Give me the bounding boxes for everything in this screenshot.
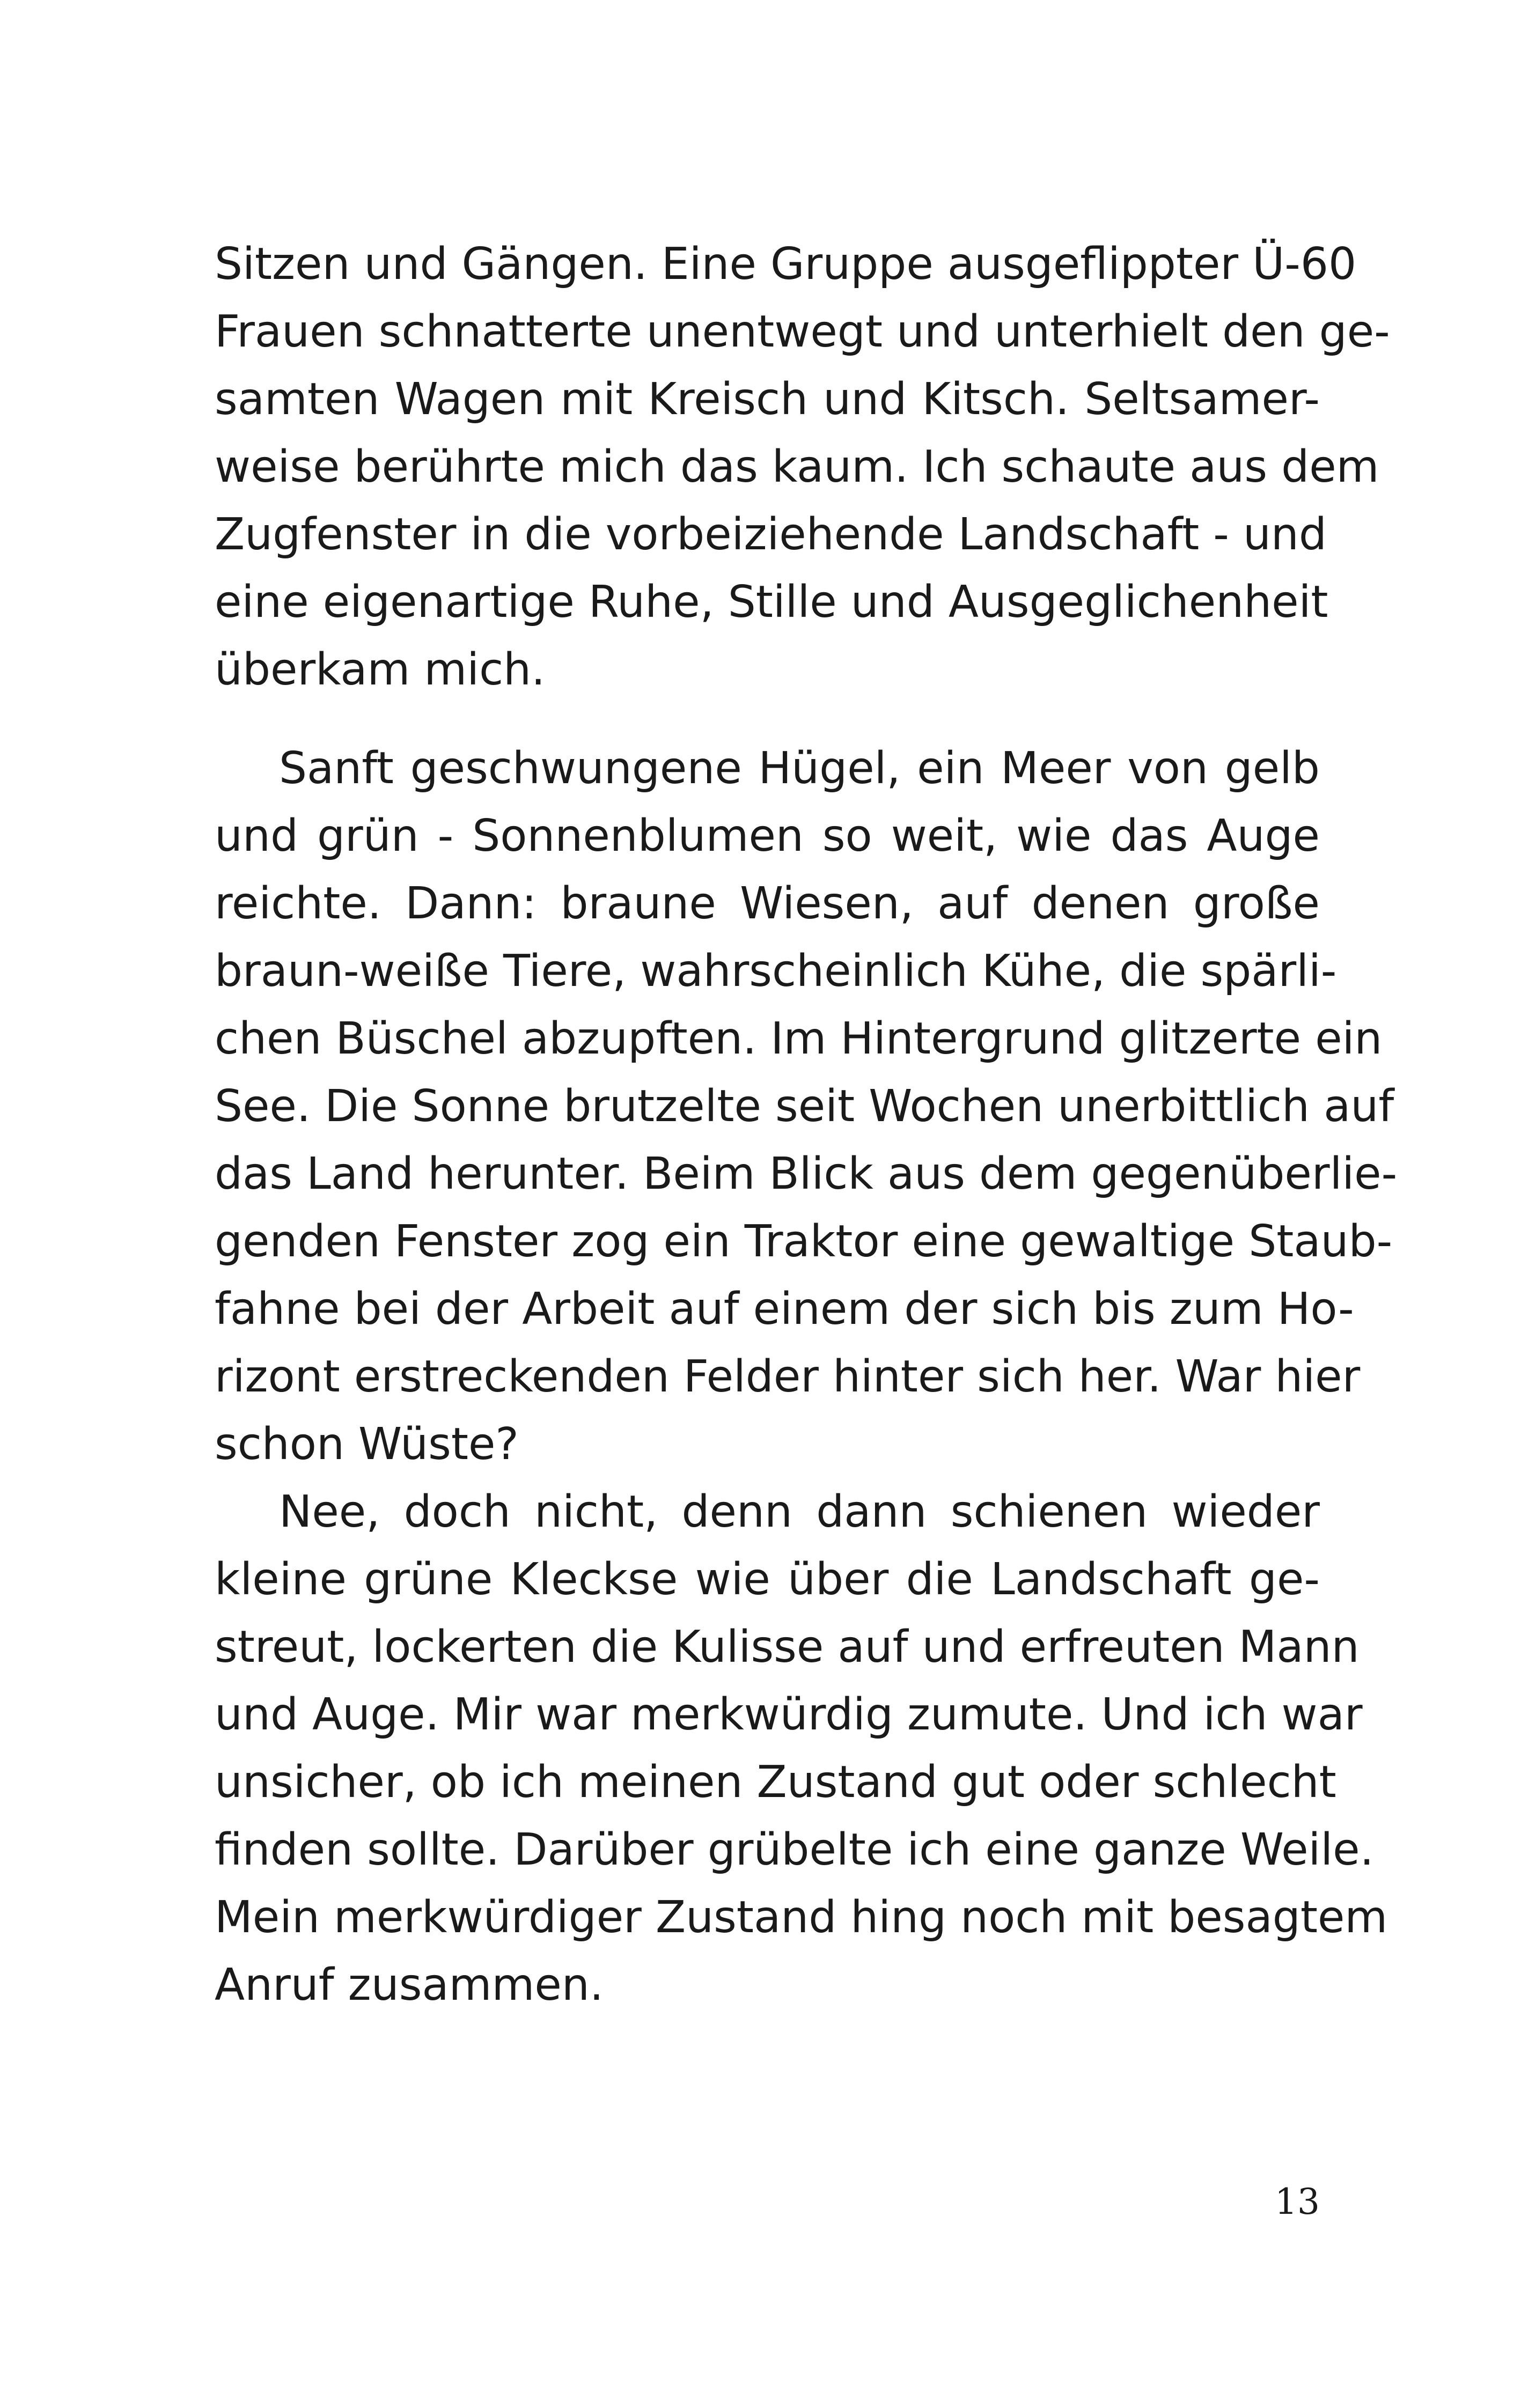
text-line: das Land herunter. Beim Blick aus dem gegenüberlie- (215, 1148, 1398, 1199)
text-line: Sitzen und Gängen. Eine Gruppe ausgeflippter Ü-60 (215, 239, 1357, 290)
text-line: finden sollte. Darüber grübelte ich eine ganze Weile. (215, 1824, 1374, 1875)
text-line: braun-weiße Tiere, wahrscheinlich Kühe, die spärli- (215, 946, 1337, 997)
text-line: Anruf zusammen. (215, 1960, 604, 2011)
text-line: genden Fenster zog ein Traktor eine gewaltige Staub- (215, 1216, 1393, 1267)
text-line: und grün - Sonnenblumen so weit, wie das Auge (215, 811, 1320, 861)
text-line: unsicher, ob ich meinen Zustand gut oder schlecht (215, 1757, 1336, 1808)
text-line: See. Die Sonne brutzelte seit Wochen unerbittlich auf (215, 1081, 1394, 1132)
text-line: eine eigenartige Ruhe, Stille und Ausgeglichenheit (215, 577, 1328, 628)
text-line: weise berührte mich das kaum. Ich schaute aus dem (215, 441, 1379, 492)
text-line: reichte. Dann: braune Wiesen, auf denen große (215, 878, 1320, 929)
text-line: samten Wagen mit Kreisch und Kitsch. Seltsamer- (215, 374, 1320, 425)
text-line: Sanft geschwungene Hügel, ein Meer von gelb (279, 743, 1320, 794)
page-number: 13 (1275, 2181, 1320, 2222)
text-line: Nee, doch nicht, denn dann schienen wieder (279, 1486, 1320, 1537)
text-line: Frauen schnatterte unentwegt und unterhielt den ge- (215, 306, 1390, 357)
text-line: fahne bei der Arbeit auf einem der sich bis zum Ho- (215, 1284, 1354, 1335)
text-line: rizont erstreckenden Felder hinter sich her. War hier (215, 1351, 1361, 1402)
text-line: Mein merkwürdiger Zustand hing noch mit besagtem (215, 1892, 1388, 1943)
text-line: und Auge. Mir war merkwürdig zumute. Und ich war (215, 1689, 1363, 1740)
text-line: streut, lockerten die Kulisse auf und erfreuten Mann (215, 1622, 1360, 1673)
text-line: Zugfenster in die vorbeiziehende Landschaft - und (215, 509, 1327, 560)
text-line: überkam mich. (215, 644, 546, 695)
text-line: chen Büschel abzupften. Im Hintergrund glitzerte ein (215, 1013, 1383, 1064)
text-line: schon Wüste? (215, 1419, 519, 1470)
text-line: kleine grüne Kleckse wie über die Landschaft ge- (215, 1554, 1320, 1605)
